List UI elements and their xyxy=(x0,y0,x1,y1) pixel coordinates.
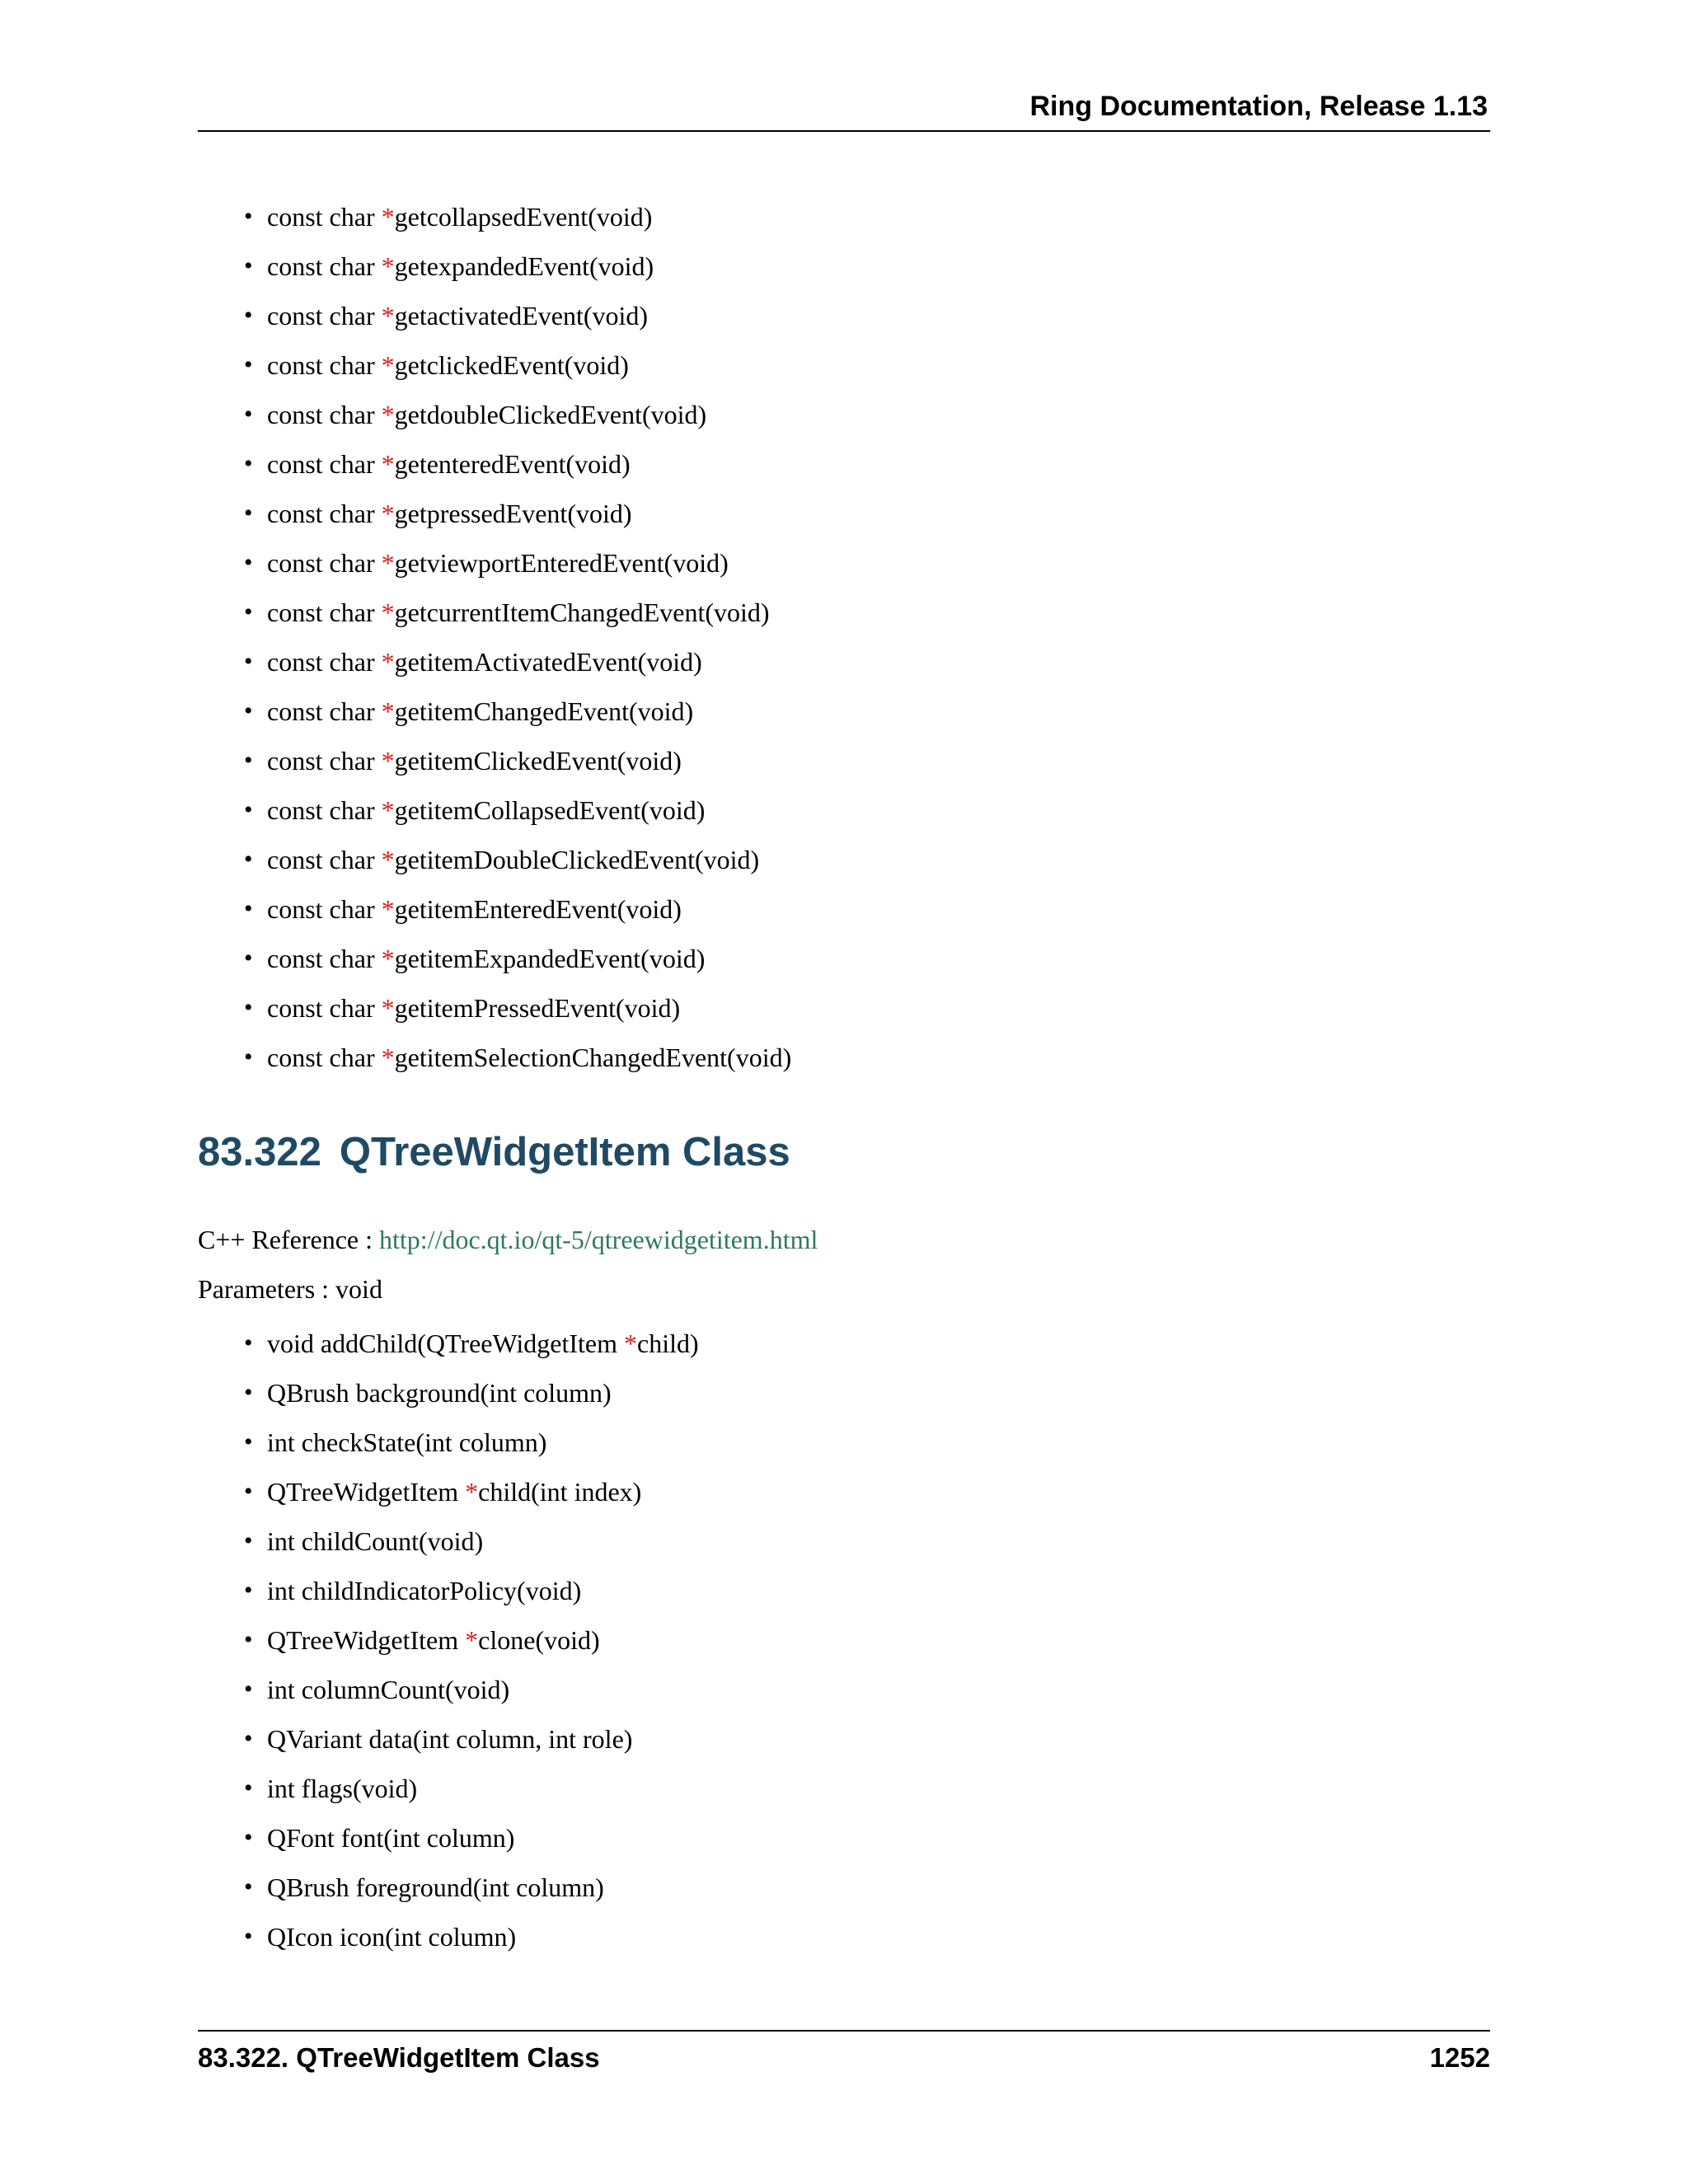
pointer-star: * xyxy=(381,1043,395,1072)
method-prefix: int flags(void) xyxy=(267,1774,418,1803)
bullet-icon: • xyxy=(244,302,253,329)
method-prefix: const char xyxy=(267,647,382,677)
method-prefix: QVariant data(int column, int role) xyxy=(267,1724,633,1754)
method-name: getcurrentItemChangedEvent(void) xyxy=(394,598,770,627)
list-item xyxy=(244,884,791,934)
method-prefix: const char xyxy=(267,944,382,973)
list-item xyxy=(244,1566,699,1615)
list-item xyxy=(244,1813,699,1863)
footer-rule xyxy=(198,2030,1490,2032)
method-name: getviewportEnteredEvent(void) xyxy=(394,548,729,578)
footer-page-number: 1252 xyxy=(1429,2042,1490,2073)
method-prefix: const char xyxy=(267,449,382,479)
bullet-icon: • xyxy=(244,450,253,477)
method-prefix: const char xyxy=(267,301,382,330)
list-item xyxy=(244,1418,699,1467)
bullet-icon: • xyxy=(244,994,253,1021)
event-methods-list xyxy=(244,192,791,1082)
list-item xyxy=(244,340,791,390)
list-item xyxy=(244,1665,699,1714)
bullet-icon: • xyxy=(244,648,253,675)
bullet-icon: • xyxy=(244,944,253,972)
bullet-icon: • xyxy=(244,499,253,527)
method-name: getitemPressedEvent(void) xyxy=(394,993,681,1023)
method-prefix: int childCount(void) xyxy=(267,1526,484,1556)
class-methods-list xyxy=(244,1319,699,1961)
list-item xyxy=(244,934,791,983)
bullet-icon: • xyxy=(244,1577,253,1604)
bullet-icon: • xyxy=(244,252,253,279)
method-prefix: QTreeWidgetItem xyxy=(267,1477,466,1507)
method-prefix: const char xyxy=(267,795,382,825)
list-item xyxy=(244,588,791,637)
method-prefix: const char xyxy=(267,400,382,429)
pointer-star: * xyxy=(381,993,395,1023)
section-number: 83.322 xyxy=(198,1130,321,1174)
method-prefix: void addChild(QTreeWidgetItem xyxy=(267,1329,625,1358)
pointer-star: * xyxy=(381,202,395,232)
method-prefix: int childIndicatorPolicy(void) xyxy=(267,1576,582,1605)
parameters-line: Parameters : void xyxy=(198,1274,382,1304)
pointer-star: * xyxy=(381,350,395,380)
method-prefix: int columnCount(void) xyxy=(267,1675,510,1704)
list-item xyxy=(244,1764,699,1813)
bullet-icon: • xyxy=(244,1043,253,1071)
bullet-icon: • xyxy=(244,203,253,230)
bullet-icon: • xyxy=(244,1725,253,1752)
method-name: getitemSelectionChangedEvent(void) xyxy=(394,1043,792,1072)
pointer-star: * xyxy=(381,400,395,429)
method-name: getdoubleClickedEvent(void) xyxy=(394,400,707,429)
method-prefix: const char xyxy=(267,993,382,1023)
list-item xyxy=(244,1863,699,1912)
list-item xyxy=(244,439,791,489)
method-prefix: QIcon icon(int column) xyxy=(267,1922,517,1952)
bullet-icon: • xyxy=(244,351,253,378)
bullet-icon: • xyxy=(244,1873,253,1900)
method-prefix: const char xyxy=(267,350,382,380)
list-item xyxy=(244,1319,699,1368)
bullet-icon: • xyxy=(244,1923,253,1950)
bullet-icon: • xyxy=(244,846,253,873)
method-prefix: QFont font(int column) xyxy=(267,1823,515,1853)
pointer-star: * xyxy=(381,598,395,627)
method-name: clone(void) xyxy=(478,1625,600,1655)
method-name: getcollapsedEvent(void) xyxy=(394,202,653,232)
pointer-star: * xyxy=(465,1625,479,1655)
method-prefix: QBrush background(int column) xyxy=(267,1378,612,1408)
method-prefix: const char xyxy=(267,746,382,776)
method-name: getitemClickedEvent(void) xyxy=(394,746,682,776)
pointer-star: * xyxy=(381,845,395,874)
pointer-star: * xyxy=(381,795,395,825)
bullet-icon: • xyxy=(244,1428,253,1455)
list-item xyxy=(244,489,791,538)
list-item xyxy=(244,390,791,439)
list-item xyxy=(244,1714,699,1764)
bullet-icon: • xyxy=(244,796,253,823)
cpp-reference-label: C++ Reference : xyxy=(198,1225,379,1254)
list-item xyxy=(244,1368,699,1418)
method-name: getitemActivatedEvent(void) xyxy=(394,647,702,677)
method-prefix: const char xyxy=(267,696,382,726)
method-name: getclickedEvent(void) xyxy=(394,350,629,380)
pointer-star: * xyxy=(465,1477,479,1507)
list-item xyxy=(244,291,791,340)
list-item xyxy=(244,538,791,588)
pointer-star: * xyxy=(381,301,395,330)
pointer-star: * xyxy=(381,696,395,726)
bullet-icon: • xyxy=(244,598,253,626)
list-item xyxy=(244,1615,699,1665)
method-name: getpressedEvent(void) xyxy=(394,499,632,528)
method-prefix: const char xyxy=(267,251,382,281)
method-name: getitemCollapsedEvent(void) xyxy=(394,795,706,825)
bullet-icon: • xyxy=(244,747,253,774)
method-name: child(int index) xyxy=(478,1477,642,1507)
list-item xyxy=(244,687,791,736)
bullet-icon: • xyxy=(244,1675,253,1703)
method-prefix: const char xyxy=(267,894,382,924)
header-rule xyxy=(198,130,1490,132)
bullet-icon: • xyxy=(244,1626,253,1653)
list-item xyxy=(244,983,791,1033)
list-item xyxy=(244,1912,699,1961)
method-name: getitemEnteredEvent(void) xyxy=(394,894,682,924)
pointer-star: * xyxy=(381,746,395,776)
section-title: QTreeWidgetItem Class xyxy=(339,1130,790,1174)
method-name: getitemExpandedEvent(void) xyxy=(394,944,706,973)
list-item xyxy=(244,637,791,687)
bullet-icon: • xyxy=(244,1824,253,1851)
list-item xyxy=(244,835,791,884)
method-prefix: const char xyxy=(267,598,382,627)
bullet-icon: • xyxy=(244,549,253,576)
method-prefix: const char xyxy=(267,499,382,528)
bullet-icon: • xyxy=(244,1379,253,1406)
bullet-icon: • xyxy=(244,697,253,724)
pointer-star: * xyxy=(381,647,395,677)
section-heading xyxy=(198,1129,790,1175)
bullet-icon: • xyxy=(244,1329,253,1357)
method-prefix: QTreeWidgetItem xyxy=(267,1625,466,1655)
bullet-icon: • xyxy=(244,1478,253,1505)
method-name: getitemChangedEvent(void) xyxy=(394,696,694,726)
method-name: child) xyxy=(637,1329,699,1358)
method-prefix: const char xyxy=(267,845,382,874)
method-prefix: int checkState(int column) xyxy=(267,1427,547,1457)
pointer-star: * xyxy=(624,1329,638,1358)
pointer-star: * xyxy=(381,548,395,578)
list-item xyxy=(244,241,791,291)
bullet-icon: • xyxy=(244,1527,253,1554)
pointer-star: * xyxy=(381,499,395,528)
pointer-star: * xyxy=(381,894,395,924)
bullet-icon: • xyxy=(244,1774,253,1802)
method-prefix: const char xyxy=(267,202,382,232)
method-name: getenteredEvent(void) xyxy=(394,449,631,479)
running-header-title: Ring Documentation, Release 1.13 xyxy=(1029,91,1488,122)
pointer-star: * xyxy=(381,251,395,281)
method-prefix: QBrush foreground(int column) xyxy=(267,1872,604,1902)
pointer-star: * xyxy=(381,944,395,973)
list-item xyxy=(244,192,791,241)
list-item xyxy=(244,736,791,785)
footer-section-ref: 83.322. QTreeWidgetItem Class xyxy=(198,2042,600,2073)
method-name: getexpandedEvent(void) xyxy=(394,251,654,281)
bullet-icon: • xyxy=(244,401,253,428)
list-item xyxy=(244,1467,699,1516)
bullet-icon: • xyxy=(244,895,253,922)
pointer-star: * xyxy=(381,449,395,479)
method-prefix: const char xyxy=(267,1043,382,1072)
list-item xyxy=(244,1516,699,1566)
method-name: getactivatedEvent(void) xyxy=(394,301,649,330)
list-item xyxy=(244,1033,791,1082)
cpp-reference-line xyxy=(198,1225,818,1255)
method-name: getitemDoubleClickedEvent(void) xyxy=(394,845,760,874)
method-prefix: const char xyxy=(267,548,382,578)
list-item xyxy=(244,785,791,835)
cpp-reference-link[interactable]: http://doc.qt.io/qt-5/qtreewidgetitem.html xyxy=(379,1225,818,1254)
